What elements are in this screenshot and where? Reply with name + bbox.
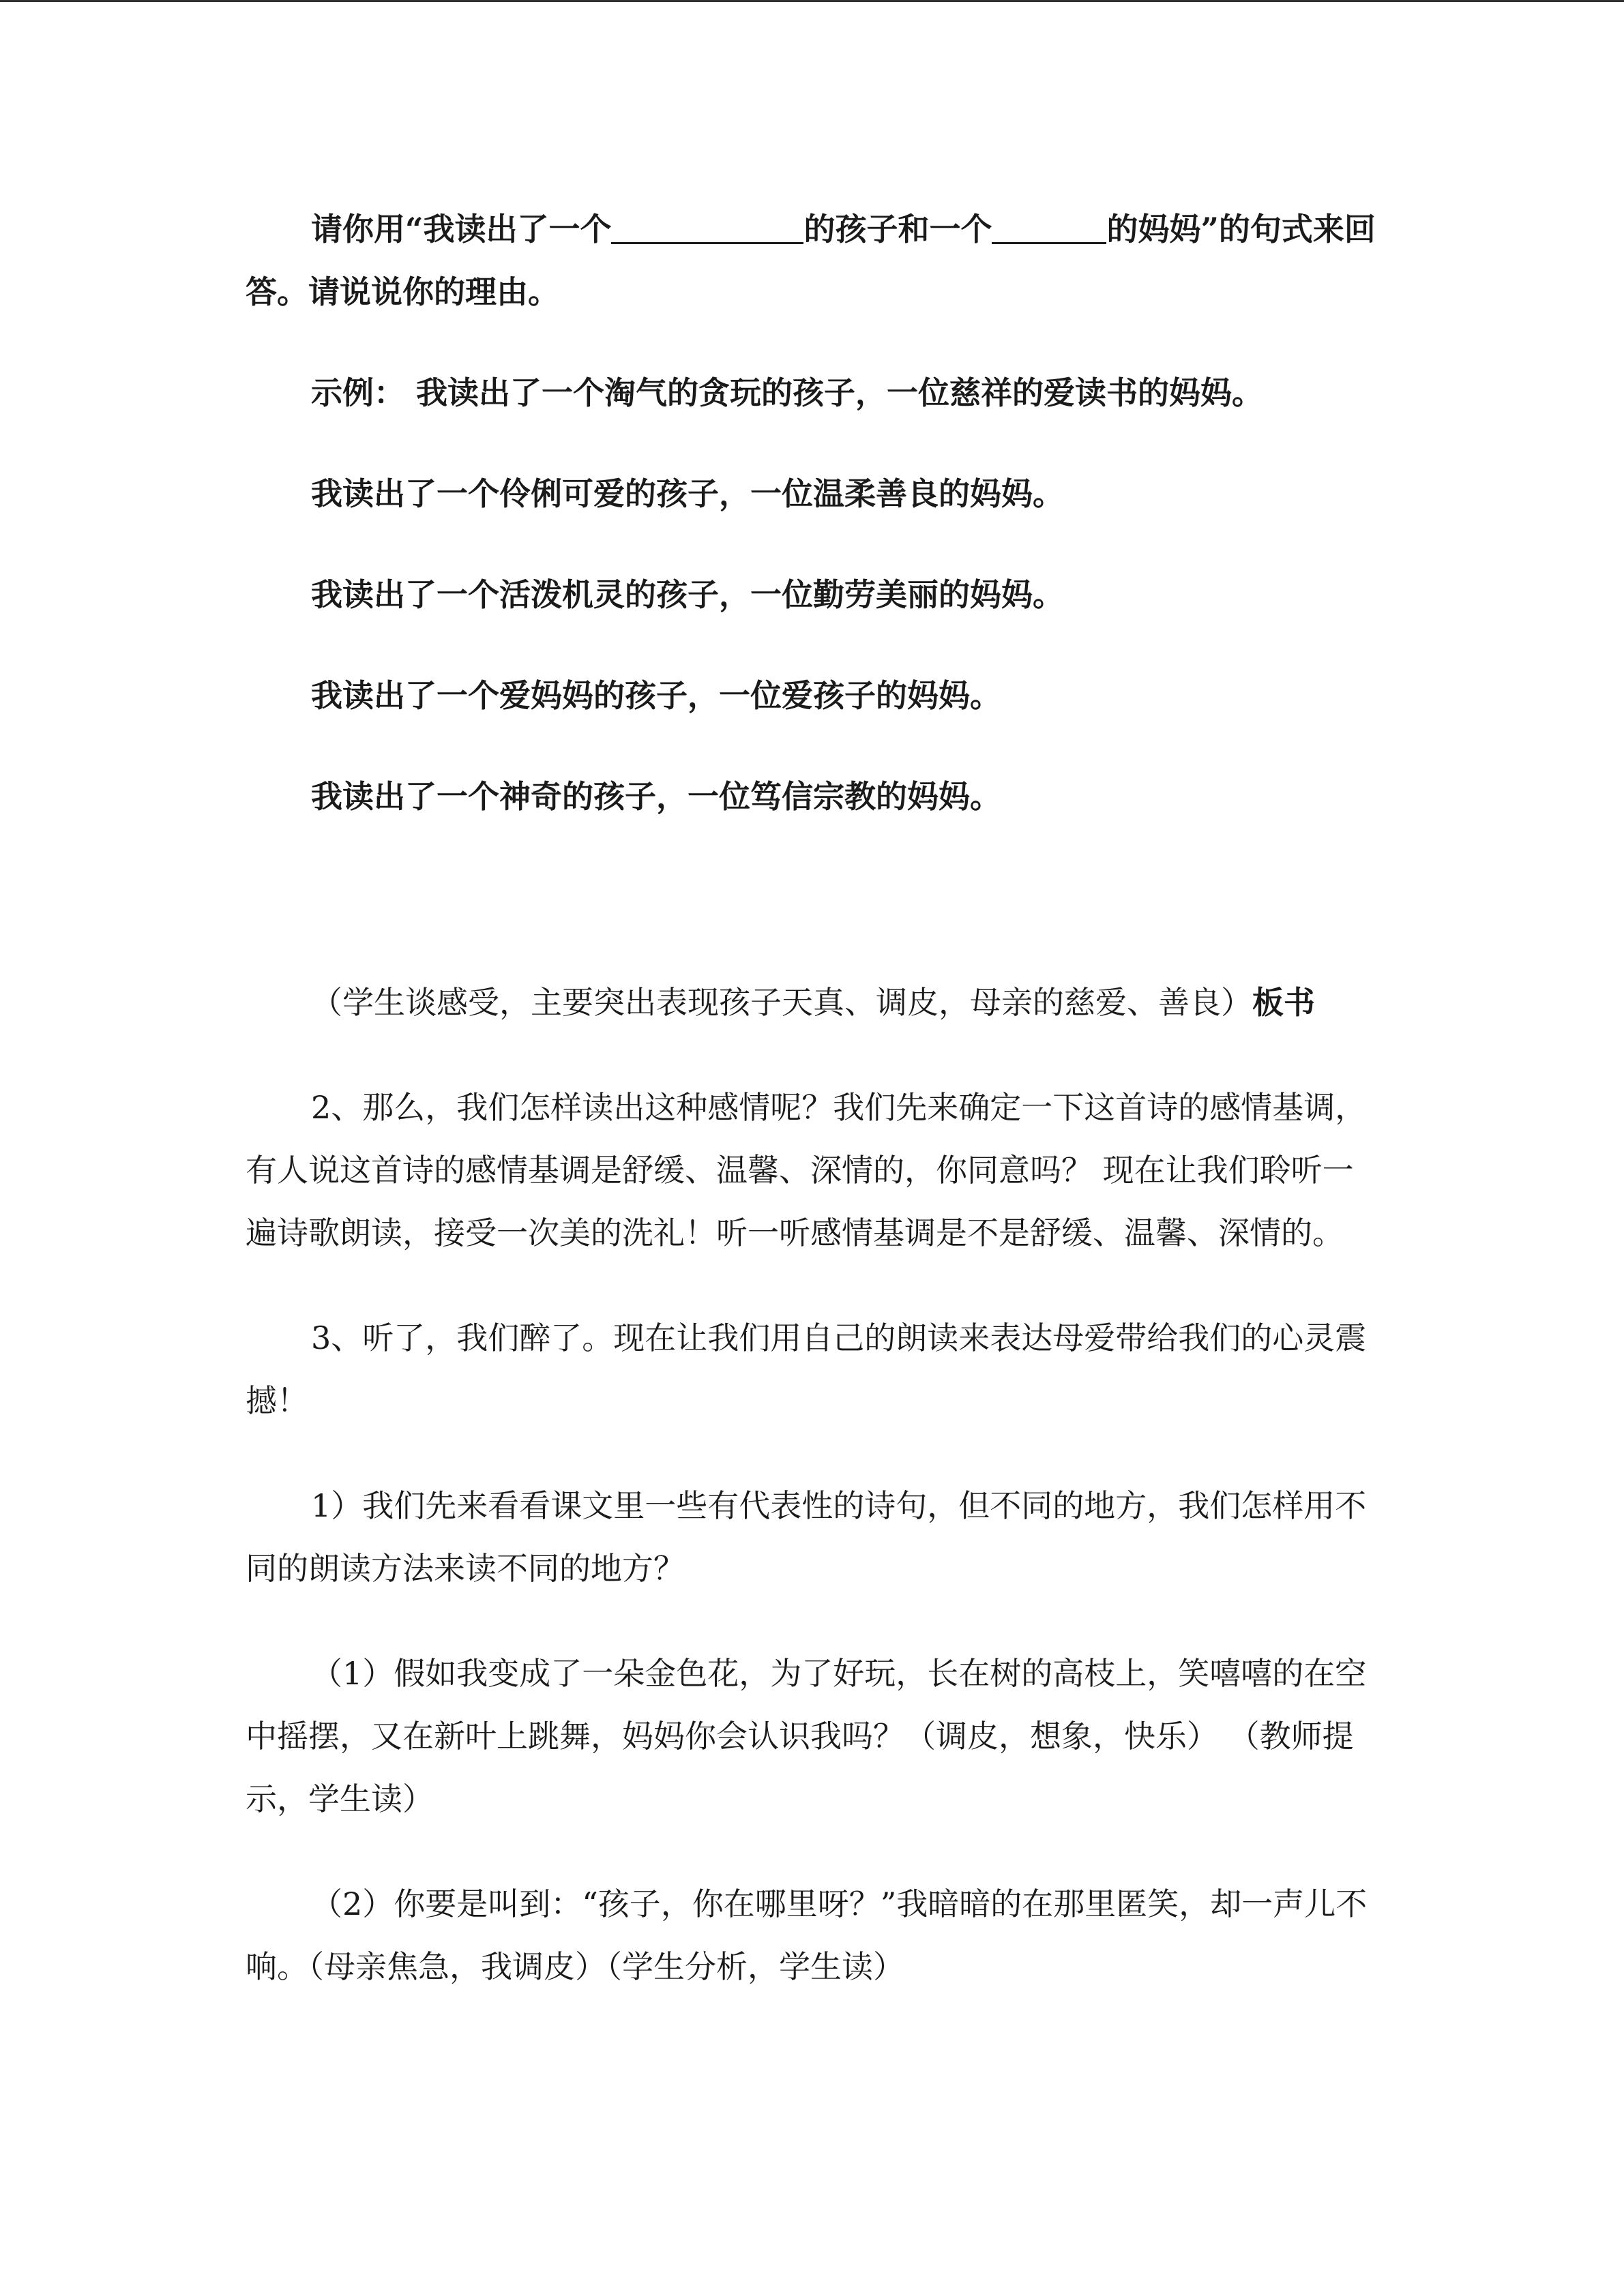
paragraph-3: 3、听了，我们醉了。现在让我们用自己的朗读来表达母爱带给我们的心灵震撼！ bbox=[246, 1320, 1367, 1419]
fill-blank-mother bbox=[992, 211, 1106, 244]
paragraph-6: （2）你要是叫到：“孩子，你在哪里呀？”我暗暗的在那里匿笑，却一声儿不响。（母亲焦急，我调皮）（学生分析，学生读） bbox=[246, 1885, 1368, 1985]
board-writing-label: 板书 bbox=[1252, 984, 1315, 1021]
paragraph-5: （1）假如我变成了一朵金色花，为了好玩，长在树的高枝上，笑嘻嘻的在空中摇摆，又在新叶上跳舞，妈妈你会认识我吗？（调皮，想象，快乐） （教师提示，学生读） bbox=[246, 1655, 1367, 1817]
document-page bbox=[246, 198, 1378, 1998]
page-top-border bbox=[0, 0, 1624, 2]
teacher-note-text: （学生谈感受，主要突出表现孩子天真、调皮，母亲的慈爱、善良） bbox=[311, 984, 1252, 1021]
fill-blank-child bbox=[611, 211, 803, 244]
prompt-text-1: 请你用“我读出了一个 bbox=[311, 211, 612, 248]
example-line: 示例： 我读出了一个淘气的贪玩的孩子，一位慈祥的爱读书的妈妈。 bbox=[311, 374, 1264, 411]
answer-line-4: 我读出了一个爱妈妈的孩子，一位爱孩子的妈妈。 bbox=[311, 677, 1001, 714]
paragraph-4: 1）我们先来看看课文里一些有代表性的诗句，但不同的地方，我们怎样用不同的朗读方法来读不同的地方？ bbox=[246, 1487, 1367, 1587]
prompt-text-3: 的妈妈”的句式来回答。请说说你的理由。 bbox=[246, 211, 1376, 310]
teacher-note bbox=[246, 971, 1378, 1034]
prompt-paragraph bbox=[246, 198, 1378, 323]
prompt-text-2: 的孩子和一个 bbox=[803, 211, 992, 248]
paragraph-2: 2、那么，我们怎样读出这种感情呢？我们先来确定一下这首诗的感情基调，有人说这首诗的感情基调是舒缓、温馨、深情的，你同意吗？ 现在让我们聆听一遍诗歌朗读，接受一次美的洗礼！听一听感情基调是不是舒缓、温馨、深情的。 bbox=[246, 1089, 1367, 1251]
answer-line-5: 我读出了一个神奇的孩子，一位笃信宗教的妈妈。 bbox=[311, 778, 1001, 815]
answer-line-2: 我读出了一个伶俐可爱的孩子，一位温柔善良的妈妈。 bbox=[311, 475, 1064, 512]
answer-line-3: 我读出了一个活泼机灵的孩子，一位勤劳美丽的妈妈。 bbox=[311, 576, 1064, 613]
